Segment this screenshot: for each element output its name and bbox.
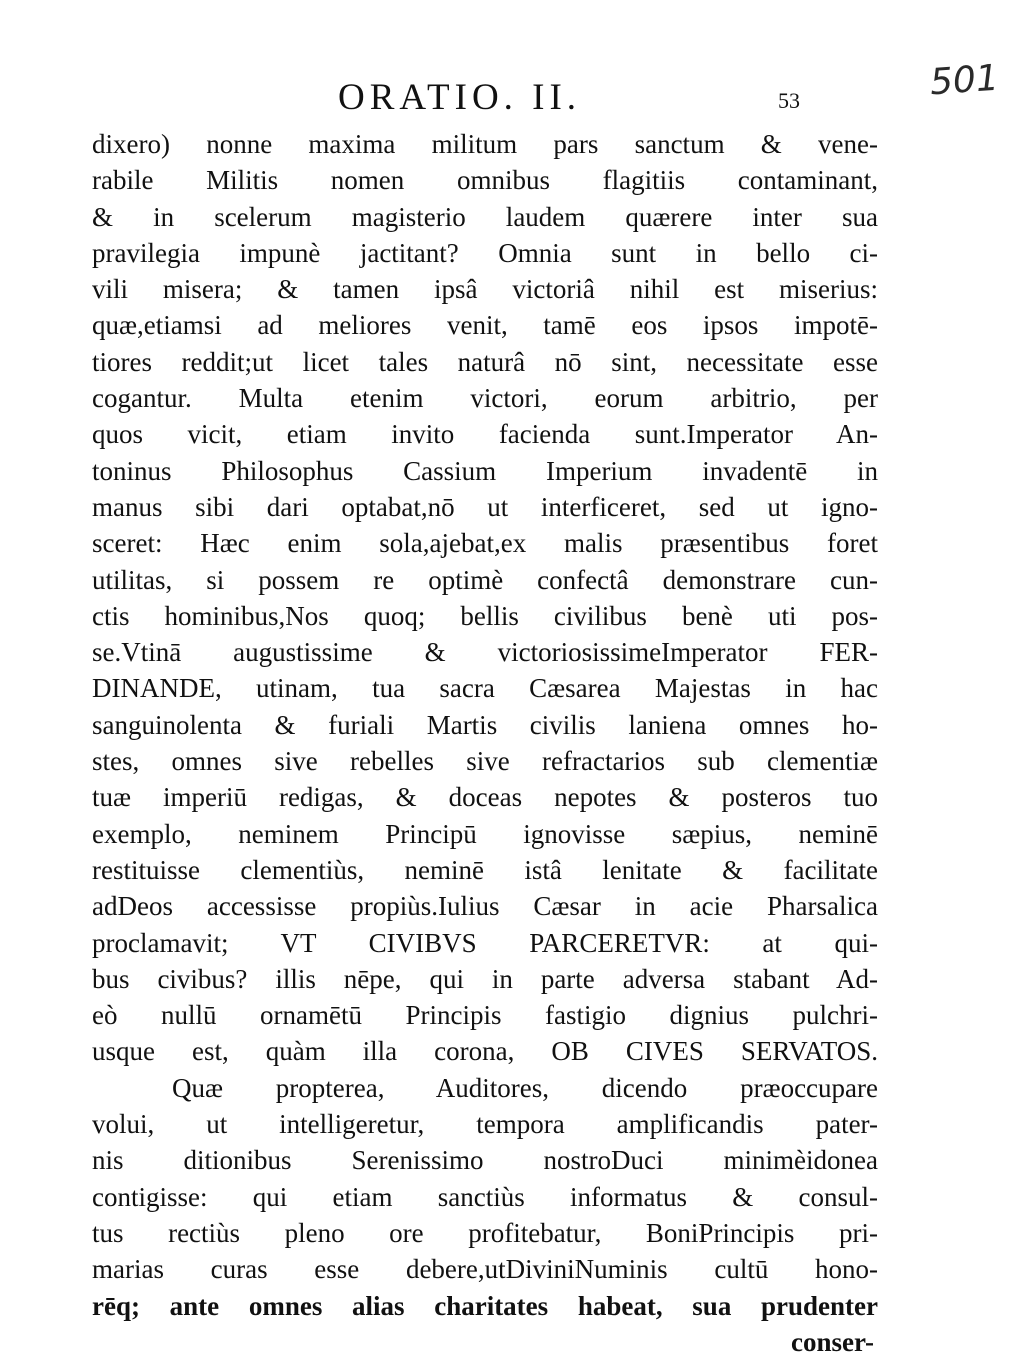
text-line: & in scelerum magisterio laudem quærere inter sua (92, 201, 878, 232)
text-line: cogantur. Multa etenim victori, eorum arbitrio, per (92, 383, 878, 414)
page-number: 53 (778, 88, 800, 113)
text-line: restituisse clementiùs, neminē istâ lenitate & facilitate (92, 854, 878, 885)
text-line: se.Vtinā augustissime & victoriosissimeImperator FER- (92, 637, 878, 668)
running-head (0, 76, 1024, 120)
text-line: sceret: Hæc enim sola,ajebat,ex malis præsentibus foret (92, 528, 878, 559)
text-line: tiores reddit;ut licet tales naturâ nō sint, necessitate esse (92, 346, 878, 377)
text-line: ctis hominibus,Nos quoq; bellis civilibus benè uti pos- (92, 600, 878, 631)
text-line: rabile Militis nomen omnibus flagitiis contaminant, (92, 165, 878, 196)
text-line: toninus Philosophus Cassium Imperium invadentē in (92, 455, 878, 486)
body-text (92, 126, 878, 1360)
text-line: eò nullū ornamētū Principis fastigio dignius pulchri- (92, 1000, 878, 1031)
text-line: utilitas, si possem re optimè confectâ demonstrare cun- (92, 564, 878, 595)
text-line: usque est, quàm illa corona, OB CIVES SERVATOS. (92, 1036, 878, 1067)
text-line: stes, omnes sive rebelles sive refractarios sub clementiæ (92, 746, 878, 777)
running-head-title: ORATIO. II. (338, 77, 582, 118)
text-line: bus civibus? illis nēpe, qui in parte adversa stabant Ad- (92, 963, 878, 994)
text-line: rēq; ante omnes alias charitates habeat, sua prudenter (92, 1290, 878, 1321)
text-line: nis ditionibus Serenissimo nostroDuci minimèidonea (92, 1145, 878, 1176)
paragraph-first-line: Quæ propterea, Auditores, dicendo præoccupare (172, 1072, 878, 1103)
text-line: manus sibi dari optabat,nō ut interficeret, sed ut igno- (92, 491, 878, 522)
text-line: proclamavit; VT CIVIBVS PARCERETVR: at qui- (92, 927, 878, 958)
text-line: exemplo, neminem Principū ignovisse sæpius, neminē (92, 818, 878, 849)
text-line: pravilegia impunè jactitant? Omnia sunt in bello ci- (92, 237, 878, 268)
text-line: volui, ut intelligeretur, tempora amplificandis pater- (92, 1109, 878, 1140)
text-line: dixero) nonne maxima militum pars sanctum & vene- (92, 129, 878, 159)
text-line: sanguinolenta & furiali Martis civilis laniena omnes ho- (92, 709, 878, 740)
text-line: marias curas esse debere,utDiviniNuminis cultū hono- (92, 1254, 878, 1285)
text-line: tus rectiùs pleno ore profitebatur, BoniPrincipis pri- (92, 1217, 878, 1248)
handwritten-margin-note: 501 (928, 57, 1001, 104)
text-line: vili misera; & tamen ipsâ victoriâ nihil est miserius: (92, 274, 878, 305)
text-line: quos vicit, etiam invito facienda sunt.Imperator An- (92, 419, 878, 450)
text-line: contigisse: qui etiam sanctiùs informatus & consul- (92, 1181, 878, 1212)
text-line: DINANDE, utinam, tua sacra Cæsarea Majestas in hac (92, 673, 878, 704)
catchword: conser- (791, 1326, 874, 1357)
text-line: tuæ imperiū redigas, & doceas nepotes & posteros tuo (92, 782, 878, 813)
text-line: adDeos accessisse propiùs.Iulius Cæsar in acie Pharsalica (92, 891, 878, 922)
text-line: quæ,etiamsi ad meliores venit, tamē eos ipsos impotē- (92, 310, 878, 341)
